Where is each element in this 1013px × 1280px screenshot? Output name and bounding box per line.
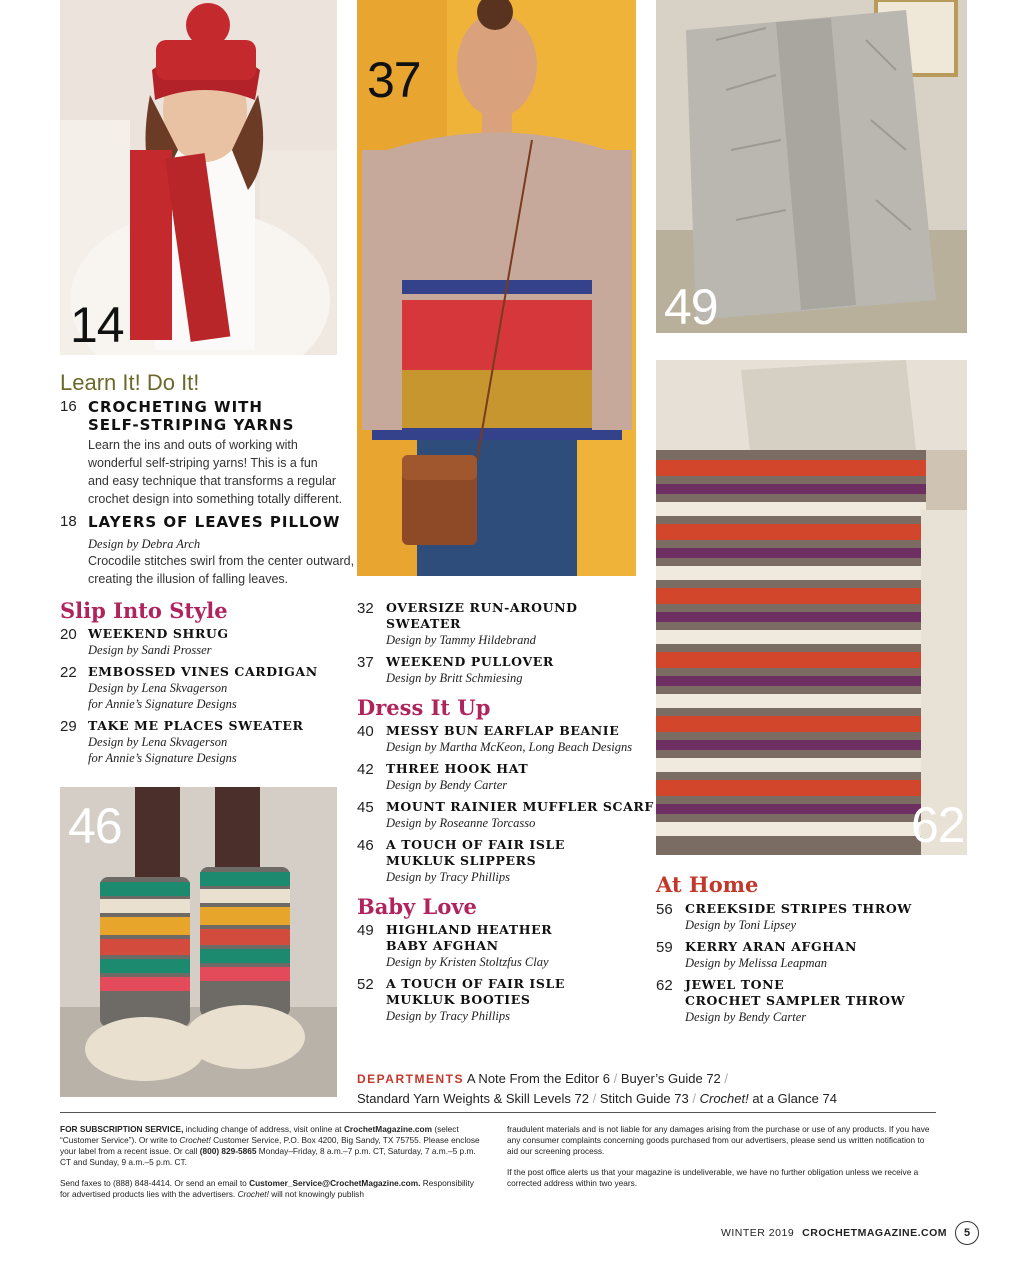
page-footer bbox=[721, 1222, 979, 1244]
email-link[interactable]: Customer_Service@CrochetMagazine.com. bbox=[249, 1178, 421, 1188]
item-title: A TOUCH OF FAIR ISLE bbox=[386, 837, 565, 852]
photo-stripes-throw bbox=[656, 360, 967, 855]
page-number-badge: 5 bbox=[955, 1221, 979, 1245]
fine-print-right bbox=[507, 1124, 935, 1199]
page-number: 59 bbox=[656, 939, 673, 956]
item-title: JEWEL TONE bbox=[685, 977, 785, 992]
item-designer: Design by Lena Skvagerson bbox=[88, 681, 228, 695]
subscription-text: Monday–Friday, 8 a.m.–7 p.m. CT, Saturday, 7 a.m.–5 p.m. CT and Sunday, 9 a.m.–5 p.m. CT. bbox=[60, 1146, 476, 1167]
item-description: creating the illusion of falling leaves. bbox=[88, 572, 289, 586]
post-office-paragraph: If the post office alerts us that your magazine is undeliverable, we have no further obligation unless we receive a corrected address within two years. bbox=[507, 1167, 919, 1188]
item-designer: Design by Tracy Phillips bbox=[386, 1009, 510, 1023]
photo-number-46: 46 bbox=[68, 798, 122, 854]
page-number: 45 bbox=[357, 799, 374, 816]
divider-rule bbox=[60, 1112, 936, 1113]
subscription-text: including change of address, visit online at bbox=[185, 1124, 342, 1134]
subscription-paragraph bbox=[60, 1124, 480, 1168]
item-title: MESSY BUN EARFLAP BEANIE bbox=[386, 723, 620, 738]
page-number: 46 bbox=[357, 837, 374, 854]
section-heading-baby: Baby Love bbox=[357, 894, 477, 919]
dept-brand[interactable]: Crochet! bbox=[699, 1091, 749, 1106]
item-designer: Design by Bendy Carter bbox=[685, 1010, 807, 1024]
item-designer: Design by Bendy Carter bbox=[386, 778, 508, 792]
page-number: 18 bbox=[60, 513, 77, 530]
item-title: KERRY ARAN AFGHAN bbox=[685, 939, 858, 954]
dept-separator: / bbox=[613, 1071, 618, 1086]
dept-separator: / bbox=[724, 1071, 729, 1086]
photo-number-14: 14 bbox=[70, 297, 124, 353]
item-title: MUKLUK BOOTIES bbox=[386, 992, 531, 1007]
brand-name: Crochet! bbox=[237, 1189, 269, 1199]
item-designer: Design by Roseanne Torcasso bbox=[386, 816, 536, 830]
section-heading-style: Slip Into Style bbox=[60, 598, 228, 623]
item-title: CROCHET SAMPLER THROW bbox=[685, 993, 906, 1008]
stripes-throw-image bbox=[656, 360, 967, 855]
departments-label: DEPARTMENTS bbox=[357, 1072, 464, 1086]
item-description: wonderful self-striping yarns! This is a fun bbox=[88, 456, 318, 470]
item-title: EMBOSSED VINES CARDIGAN bbox=[88, 664, 318, 679]
footer-site[interactable]: CROCHETMAGAZINE.COM bbox=[802, 1227, 947, 1239]
departments bbox=[357, 1069, 937, 1108]
item-title: SWEATER bbox=[386, 616, 462, 631]
item-designer: Design by Martha McKeon, Long Beach Designs bbox=[386, 740, 633, 754]
dept-link-stitch-guide[interactable]: Stitch Guide 73 bbox=[599, 1091, 689, 1106]
item-description: Crocodile stitches swirl from the center outward, bbox=[88, 554, 355, 568]
item-designer: Design by Toni Lipsey bbox=[685, 918, 796, 932]
page-number: 40 bbox=[357, 723, 374, 740]
section-heading-learn: Learn It! Do It! bbox=[60, 370, 200, 395]
item-designer: Design by Sandi Prosser bbox=[88, 643, 212, 657]
photo-slippers bbox=[60, 787, 337, 1097]
page-number: 32 bbox=[357, 600, 374, 617]
page-number: 22 bbox=[60, 664, 77, 681]
page-number: 49 bbox=[357, 922, 374, 939]
item-designer: Design by Lena Skvagerson bbox=[88, 735, 228, 749]
item-designer: Design by Tracy Phillips bbox=[386, 870, 510, 884]
item-title: A TOUCH OF FAIR ISLE bbox=[386, 976, 565, 991]
subscription-label: FOR SUBSCRIPTION SERVICE, bbox=[60, 1124, 184, 1134]
footer-issue: WINTER 2019 bbox=[720, 1227, 795, 1239]
site-link[interactable]: CrochetMagazine.com bbox=[343, 1124, 432, 1134]
page-number: 16 bbox=[60, 398, 77, 415]
dept-link-at-a-glance[interactable]: at a Glance 74 bbox=[752, 1091, 837, 1106]
page-number: 62 bbox=[656, 977, 673, 994]
page-number: 52 bbox=[357, 976, 374, 993]
item-description: crochet design into something totally different. bbox=[88, 492, 343, 506]
section-heading-home: At Home bbox=[656, 872, 759, 897]
page-number: 56 bbox=[656, 901, 673, 918]
item-title: BABY AFGHAN bbox=[386, 938, 499, 953]
brand-name: Crochet! bbox=[179, 1135, 211, 1145]
item-title: OVERSIZE RUN-AROUND bbox=[386, 600, 578, 615]
page-number: 37 bbox=[357, 654, 374, 671]
item-title: MUKLUK SLIPPERS bbox=[386, 853, 537, 868]
photo-number-37: 37 bbox=[367, 52, 421, 108]
item-designer: Design by Tammy Hildebrand bbox=[386, 633, 536, 647]
item-designer: for Annie’s Signature Designs bbox=[88, 697, 237, 711]
item-title: HIGHLAND HEATHER bbox=[386, 922, 553, 937]
fine-print-left bbox=[60, 1124, 480, 1210]
dept-separator: / bbox=[692, 1091, 696, 1106]
subscription-text: Customer Service, P.O. Box 4200, Big Sandy, TX 75755. Please enclose your label from a recent issue. Or call bbox=[60, 1135, 480, 1156]
dept-link-editor-note[interactable]: A Note From the Editor 6 bbox=[466, 1071, 610, 1086]
item-title: LAYERS OF LEAVES PILLOW bbox=[88, 513, 341, 531]
item-designer: for Annie’s Signature Designs bbox=[88, 751, 237, 765]
item-title: CREEKSIDE STRIPES THROW bbox=[685, 901, 912, 916]
page-number: 20 bbox=[60, 626, 77, 643]
photo-hat-scarf bbox=[60, 0, 337, 355]
item-title: SELF-STRIPING YARNS bbox=[88, 416, 295, 434]
item-title: CROCHETING WITH bbox=[88, 398, 263, 416]
item-designer: Design by Debra Arch bbox=[88, 537, 201, 551]
item-title: WEEKEND PULLOVER bbox=[386, 654, 554, 669]
dept-link-yarn-weights[interactable]: Standard Yarn Weights & Skill Levels 72 bbox=[357, 1091, 589, 1106]
photo-pullover bbox=[357, 0, 636, 576]
item-designer: Design by Kristen Stoltzfus Clay bbox=[386, 955, 549, 969]
dept-link-buyers-guide[interactable]: Buyer’s Guide 72 bbox=[620, 1071, 721, 1086]
fax-text: Send faxes to (888) 848-4414. Or send an email to bbox=[60, 1178, 247, 1188]
item-title: THREE HOOK HAT bbox=[386, 761, 529, 776]
item-title: TAKE ME PLACES SWEATER bbox=[88, 718, 304, 733]
phone-number[interactable]: (800) 829-5865 bbox=[199, 1146, 257, 1156]
section-heading-dress: Dress It Up bbox=[357, 695, 491, 720]
item-designer: Design by Melissa Leapman bbox=[685, 956, 827, 970]
responsibility-text: will not knowingly publish bbox=[271, 1189, 364, 1199]
page-number: 29 bbox=[60, 718, 77, 735]
subscription-text: (select “Customer Service”). Or write to bbox=[60, 1124, 459, 1145]
item-designer: Design by Britt Schmiesing bbox=[386, 671, 523, 685]
dept-separator: / bbox=[592, 1091, 597, 1106]
photo-aran-afghan bbox=[656, 0, 967, 333]
item-description: and easy technique that transforms a regular bbox=[88, 474, 337, 488]
responsibility-text: Responsibility for advertised products lies with the advertisers. bbox=[60, 1178, 474, 1199]
item-title: WEEKEND SHRUG bbox=[88, 626, 229, 641]
photo-number-62: 62 bbox=[911, 797, 965, 853]
item-description: Learn the ins and outs of working with bbox=[88, 438, 298, 452]
liability-paragraph: fraudulent materials and is not liable for any damages arising from the purchase or use of any products. If you have any consumer complaints concerning goods purchased from our advertisers, please send us written notification to aid our screening process. bbox=[507, 1124, 930, 1156]
item-title: MOUNT RAINIER MUFFLER SCARF bbox=[386, 799, 654, 814]
page-number: 42 bbox=[357, 761, 374, 778]
photo-number-49: 49 bbox=[664, 279, 718, 333]
fax-paragraph bbox=[60, 1178, 480, 1200]
